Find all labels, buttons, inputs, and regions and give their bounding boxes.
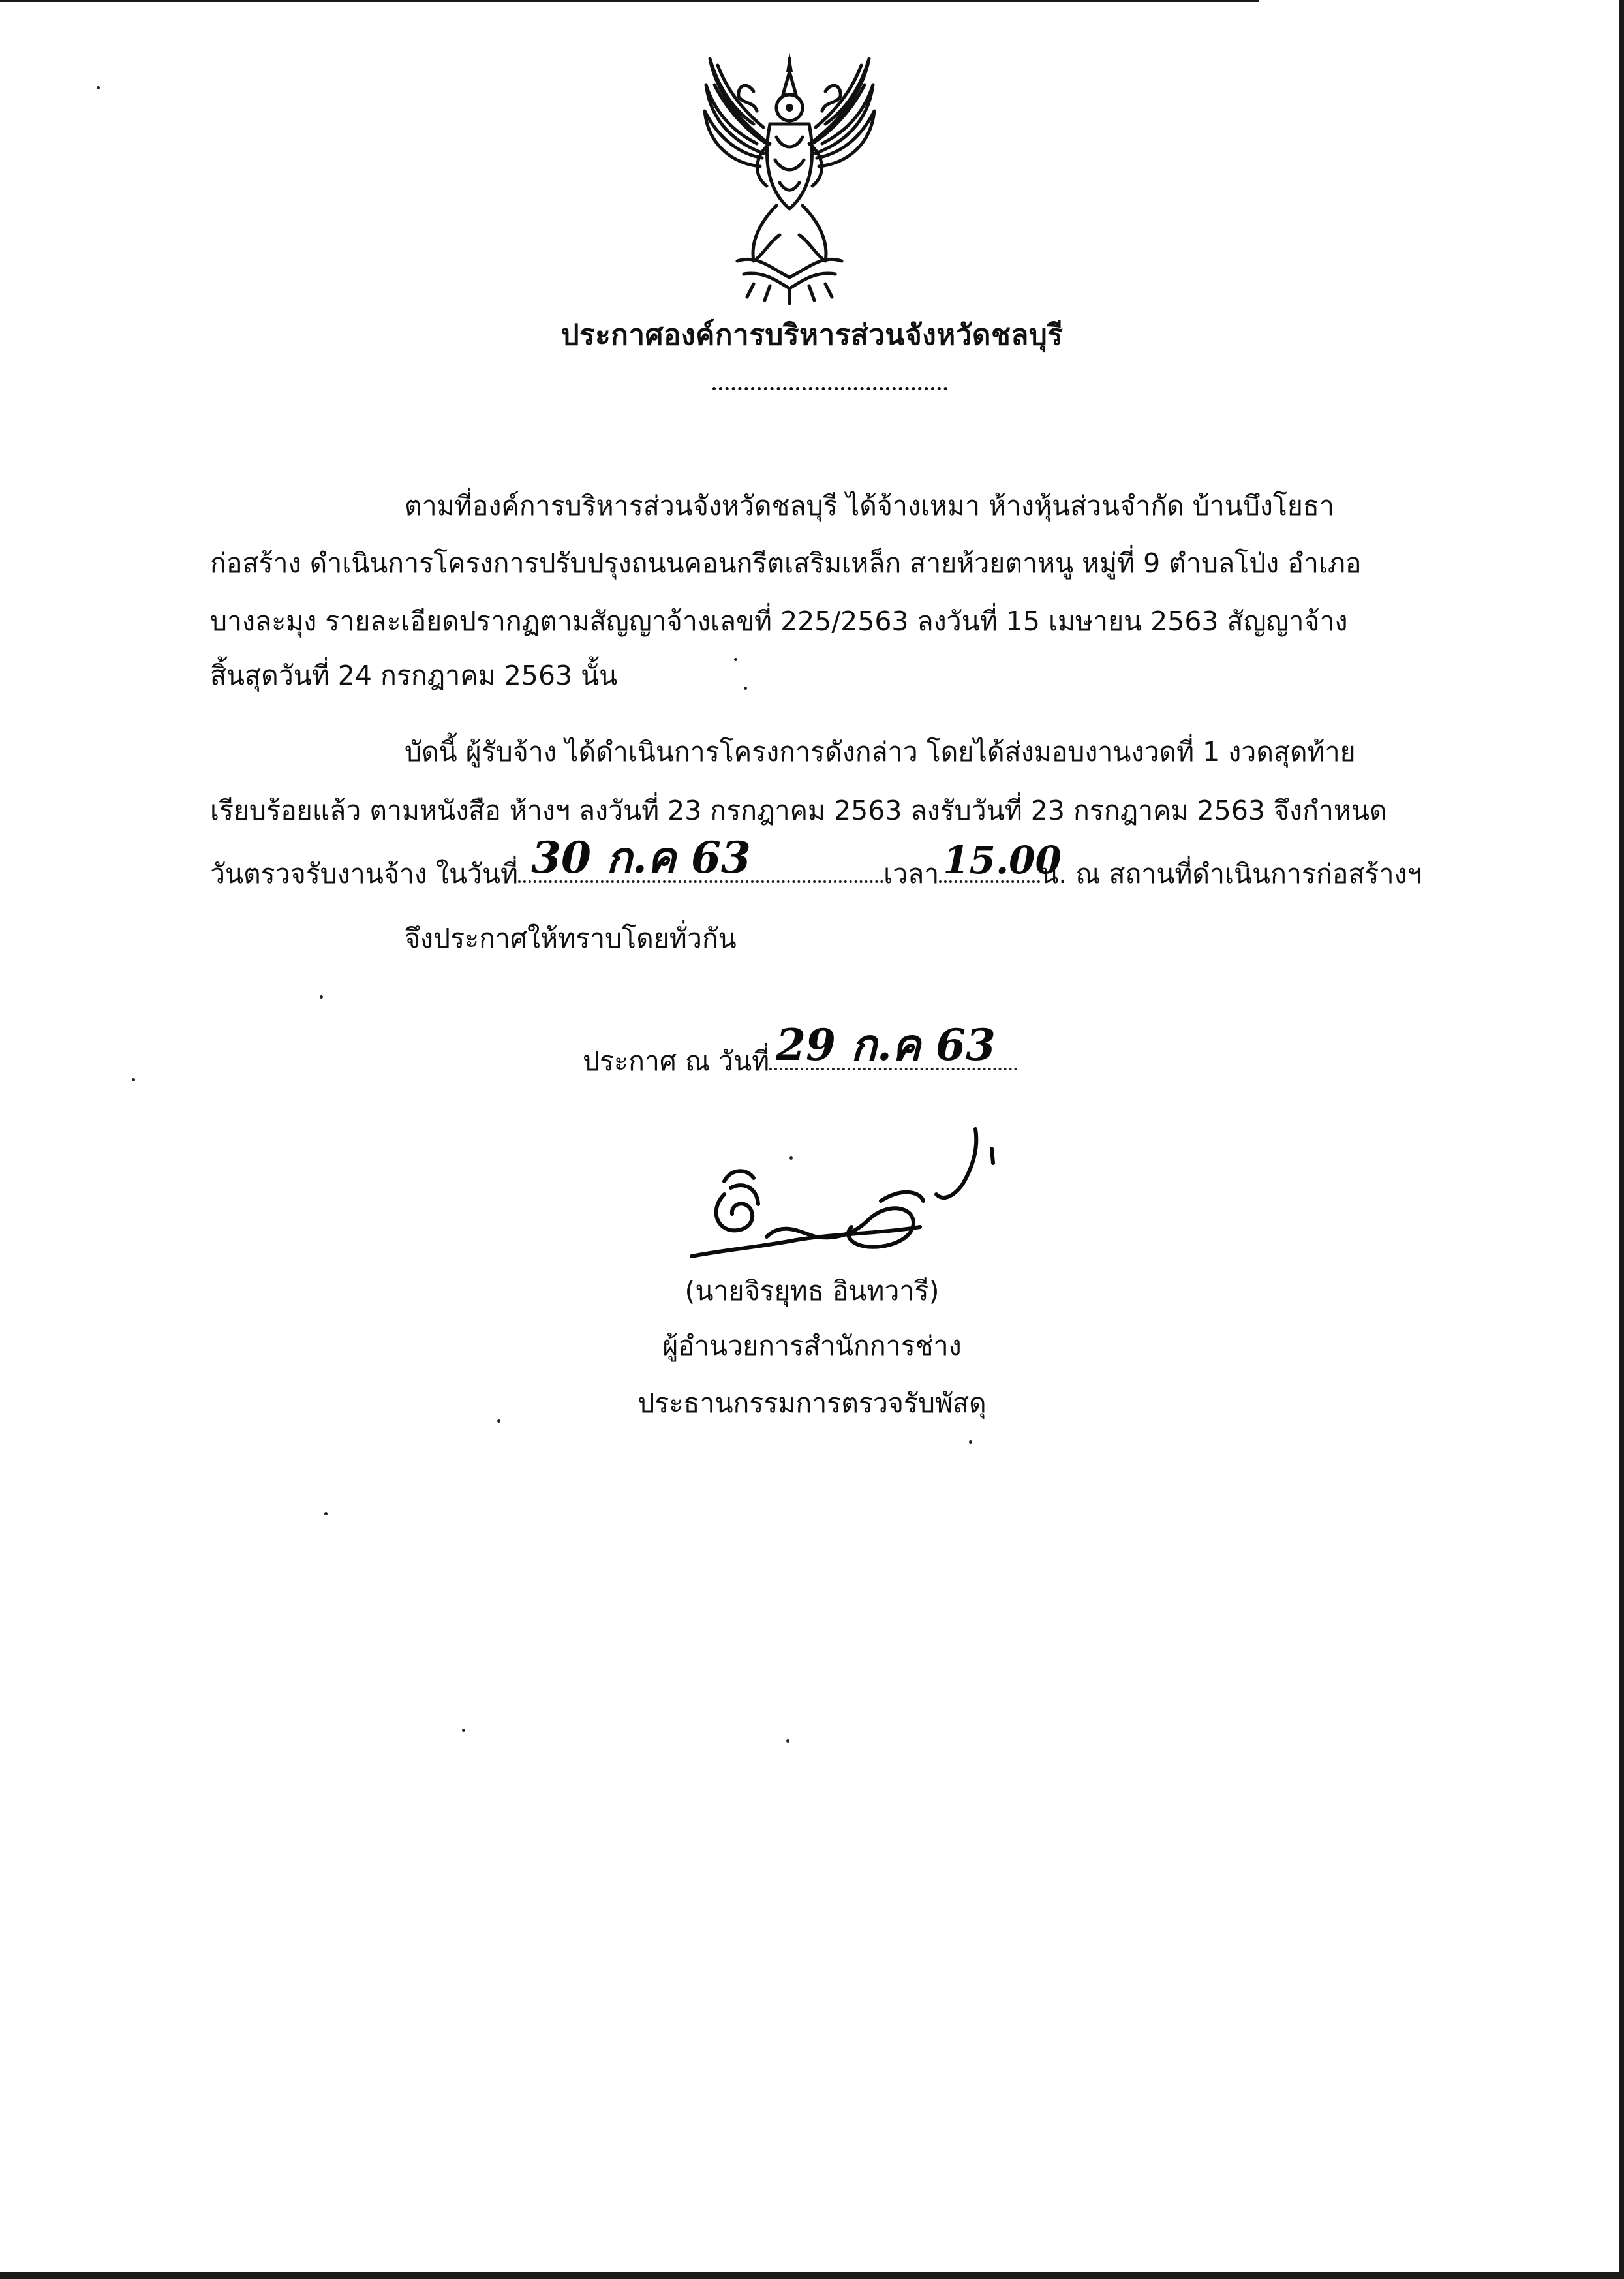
handwritten-signature [685,1123,1037,1279]
scan-speck [744,687,747,690]
scan-speck [734,658,737,661]
paragraph2-line3 [210,832,1422,890]
dateline-date-field [769,1019,1017,1070]
inspection-date-label: วันตรวจรับงานจ้าง ในวันที่ [210,858,519,890]
announcement-dateline [583,1019,1017,1077]
scan-border-top [0,0,1259,2]
garuda-emblem-icon [692,46,887,307]
paragraph1-line2: ก่อสร้าง ดำเนินการโครงการปรับปรุงถนนคอนกรีตเสริมเหล็ก สายห้วยตาหนู หมู่ที่ 9 ตำบลโป่ง อำเภอ [210,548,1362,579]
inspection-location-text: น. ณ สถานที่ดำเนินการก่อสร้างฯ [1040,858,1422,890]
paragraph1-line1: ตามที่องค์การบริหารส่วนจังหวัดชลบุรี ได้จ้างเหมา ห้างหุ้นส่วนจำกัด บ้านบึงโยธา [405,490,1334,521]
inspection-date-field [518,832,883,883]
signatory-position: ผู้อำนวยการสำนักการช่าง [662,1330,962,1361]
signatory-name: (นายจิรยุทธ อินทวารี) [684,1275,940,1307]
scan-speck [462,1729,465,1732]
dateline-date-handwritten: 29 ก.ค 63 [776,1019,996,1070]
scan-speck [97,86,100,89]
scan-border-bottom [0,2272,1624,2279]
inspection-time-handwritten: 15.00 [943,838,1062,882]
scan-speck [132,1078,135,1081]
scan-speck [786,1739,789,1743]
paragraph1-line4: สิ้นสุดวันที่ 24 กรกฎาคม 2563 นั้น [210,660,618,691]
signatory-role: ประธานกรรมการตรวจรับพัสดุ [637,1388,987,1419]
scan-speck [324,1512,328,1515]
inspection-date-handwritten: 30 ก.ค 63 [531,832,751,883]
paragraph2-line2: เรียบร้อยแล้ว ตามหนังสือ ห้างฯ ลงวันที่ 23 กรกฎาคม 2563 ลงรับวันที่ 23 กรกฎาคม 2563 จึงกำหนด [210,795,1387,826]
closing-statement: จึงประกาศให้ทราบโดยทั่วกัน [405,923,737,954]
paragraph2-line1: บัดนี้ ผู้รับจ้าง ได้ดำเนินการโครงการดังกล่าว โดยได้ส่งมอบงานงวดที่ 1 งวดสุดท้าย [405,736,1356,767]
inspection-time-field [939,838,1062,883]
paragraph1-line3: บางละมุง รายละเอียดปรากฏตามสัญญาจ้างเลขที่ 225/2563 ลงวันที่ 15 เมษายน 2563 สัญญาจ้าง [210,606,1348,637]
dateline-label: ประกาศ ณ วันที่ [583,1046,770,1077]
scan-speck [969,1440,972,1444]
announcement-title: ประกาศองค์การบริหารส่วนจังหวัดชลบุรี [560,318,1064,352]
title-dotted-rule [712,387,947,390]
scan-speck [320,995,323,999]
inspection-time-label: เวลา [883,858,940,890]
